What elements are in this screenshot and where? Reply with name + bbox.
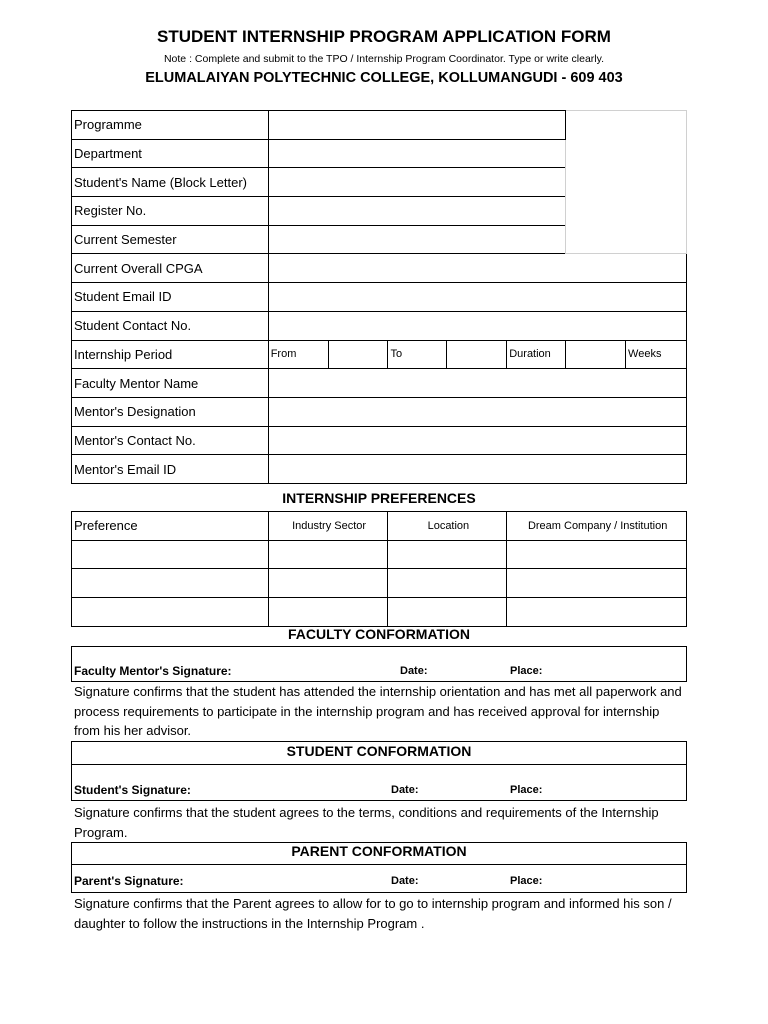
sector-cell[interactable] bbox=[268, 540, 388, 569]
location-cell[interactable] bbox=[388, 569, 507, 598]
form-note: Note : Complete and submit to the TPO / Internship Program Coordinator. Type or write clearly. bbox=[163, 53, 605, 65]
label-to: To bbox=[388, 340, 447, 369]
faculty-heading: FACULTY CONFORMATION bbox=[288, 626, 470, 642]
sector-cell[interactable] bbox=[268, 598, 388, 627]
company-cell[interactable] bbox=[507, 569, 687, 598]
label-programme: Programme bbox=[72, 111, 269, 140]
mentor-contact-field[interactable] bbox=[268, 426, 686, 455]
location-cell[interactable] bbox=[388, 598, 507, 627]
label-mentor-email: Mentor's Email ID bbox=[72, 455, 269, 484]
department-field[interactable] bbox=[268, 139, 565, 168]
cpga-field[interactable] bbox=[268, 254, 686, 283]
from-field[interactable] bbox=[328, 340, 388, 369]
label-mentor-contact: Mentor's Contact No. bbox=[72, 426, 269, 455]
contact-field[interactable] bbox=[268, 311, 686, 340]
student-heading: STUDENT CONFORMATION bbox=[286, 743, 472, 759]
col-industry-sector: Industry Sector bbox=[268, 512, 388, 541]
mentor-designation-field[interactable] bbox=[268, 397, 686, 426]
label-email: Student Email ID bbox=[72, 283, 269, 312]
form-title: STUDENT INTERNSHIP PROGRAM APPLICATION FORM bbox=[157, 27, 611, 46]
col-preference: Preference bbox=[72, 512, 269, 541]
preferences-table bbox=[71, 511, 687, 627]
parent-divider bbox=[71, 864, 687, 865]
student-confirmation-text: Signature confirms that the student agrees to the terms, conditions and requirements of the Internship Program. bbox=[74, 805, 659, 840]
col-location: Location bbox=[388, 512, 507, 541]
parent-confirmation-text: Signature confirms that the Parent agrees to allow for to go to internship program and informed his son / daughter to follow the instructions in the Internship Program . bbox=[74, 896, 672, 931]
to-field[interactable] bbox=[447, 340, 507, 369]
student-place-label: Place: bbox=[510, 784, 543, 796]
label-from: From bbox=[268, 340, 328, 369]
preference-cell[interactable] bbox=[72, 569, 269, 598]
parent-signature-label: Parent's Signature: bbox=[74, 874, 184, 888]
faculty-confirmation-text: Signature confirms that the student has attended the internship orientation and has met all paperwork and process requirements to participate in the internship program and has received approval for internship from his her advisor. bbox=[74, 684, 682, 738]
duration-field[interactable] bbox=[566, 340, 626, 369]
preferences-heading: INTERNSHIP PREFERENCES bbox=[282, 490, 476, 506]
parent-heading: PARENT CONFORMATION bbox=[291, 843, 467, 859]
register-no-field[interactable] bbox=[268, 197, 565, 226]
student-name-field[interactable] bbox=[268, 168, 565, 197]
faculty-place-label: Place: bbox=[510, 665, 543, 677]
col-dream-company: Dream Company / Institution bbox=[507, 512, 687, 541]
company-cell[interactable] bbox=[507, 540, 687, 569]
label-mentor-designation: Mentor's Designation bbox=[72, 397, 269, 426]
photo-box bbox=[566, 111, 687, 254]
location-cell[interactable] bbox=[388, 540, 507, 569]
label-mentor-name: Faculty Mentor Name bbox=[72, 369, 269, 398]
college-name: ELUMALAIYAN POLYTECHNIC COLLEGE, KOLLUMANGUDI - 609 403 bbox=[145, 70, 623, 86]
parent-place-label: Place: bbox=[510, 875, 543, 887]
programme-field[interactable] bbox=[268, 111, 565, 140]
preference-cell[interactable] bbox=[72, 540, 269, 569]
label-department: Department bbox=[72, 139, 269, 168]
student-divider bbox=[71, 764, 687, 765]
label-internship-period: Internship Period bbox=[72, 340, 269, 369]
faculty-signature-label: Faculty Mentor's Signature: bbox=[74, 664, 232, 678]
label-current-semester: Current Semester bbox=[72, 225, 269, 254]
label-student-name: Student's Name (Block Letter) bbox=[72, 168, 269, 197]
faculty-date-label: Date: bbox=[400, 665, 428, 677]
student-signature-label: Student's Signature: bbox=[74, 783, 191, 797]
current-semester-field[interactable] bbox=[268, 225, 565, 254]
label-contact: Student Contact No. bbox=[72, 311, 269, 340]
mentor-email-field[interactable] bbox=[268, 455, 686, 484]
label-weeks: Weeks bbox=[626, 340, 687, 369]
sector-cell[interactable] bbox=[268, 569, 388, 598]
label-register-no: Register No. bbox=[72, 197, 269, 226]
label-cpga: Current Overall CPGA bbox=[72, 254, 269, 283]
mentor-name-field[interactable] bbox=[268, 369, 686, 398]
student-date-label: Date: bbox=[391, 784, 419, 796]
label-duration: Duration bbox=[507, 340, 566, 369]
company-cell[interactable] bbox=[507, 598, 687, 627]
preference-cell[interactable] bbox=[72, 598, 269, 627]
parent-date-label: Date: bbox=[391, 875, 419, 887]
student-details-table bbox=[71, 110, 687, 484]
email-field[interactable] bbox=[268, 283, 686, 312]
